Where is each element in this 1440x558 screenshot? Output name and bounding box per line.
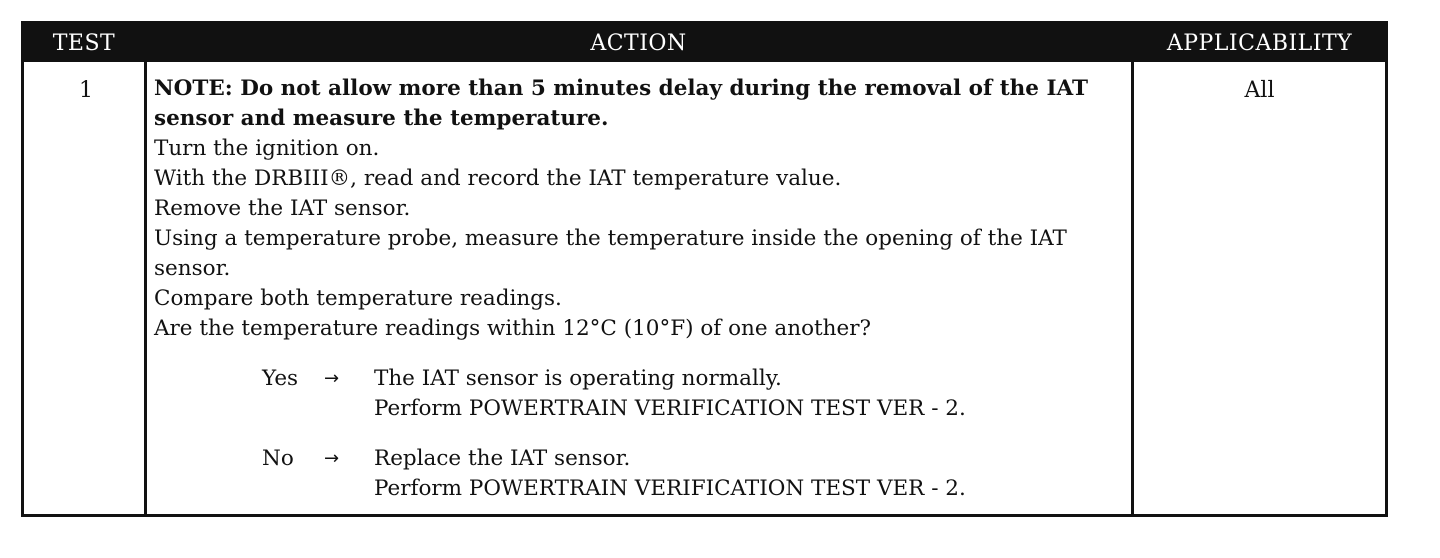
column-divider [1131,62,1134,514]
answer-line: Replace the IAT sensor. [374,446,631,471]
answer-text [374,444,966,504]
answer-yes [262,364,1124,424]
step-text: With the DRBIII®, read and record the IAT temperature value. [154,166,842,191]
column-divider [144,62,147,514]
test-number: 1 [79,78,93,103]
step-text: Remove the IAT sensor. [154,196,411,221]
step-text: Turn the ignition on. [154,136,380,161]
header-action: ACTION [590,31,687,56]
answer-line: Perform POWERTRAIN VERIFICATION TEST VER - 2. [374,476,966,501]
arrow-right-icon: → [324,368,340,389]
answer-line: The IAT sensor is operating normally. [374,366,782,391]
note-text: NOTE: Do not allow more than 5 minutes delay during the removal of the IAT sensor and measure the temperature. [154,76,1089,131]
answer-line: Perform POWERTRAIN VERIFICATION TEST VER - 2. [374,396,966,421]
header-test: TEST [52,31,116,56]
applicability-value: All [1244,78,1275,103]
action-cell [154,74,1124,504]
step-text: Using a temperature probe, measure the temperature inside the opening of the IAT sensor. [154,226,1067,281]
answer-text [374,364,966,424]
answer-label: Yes [262,366,299,391]
header-applicability: APPLICABILITY [1166,31,1353,56]
step-text: Compare both temperature readings. [154,286,562,311]
table-header [24,24,1385,62]
question-text: Are the temperature readings within 12°C (10°F) of one another? [154,316,872,341]
answer-label: No [262,446,294,471]
diagnostic-test-table [21,21,1388,517]
answer-no [262,444,1124,504]
arrow-right-icon: → [324,448,340,469]
